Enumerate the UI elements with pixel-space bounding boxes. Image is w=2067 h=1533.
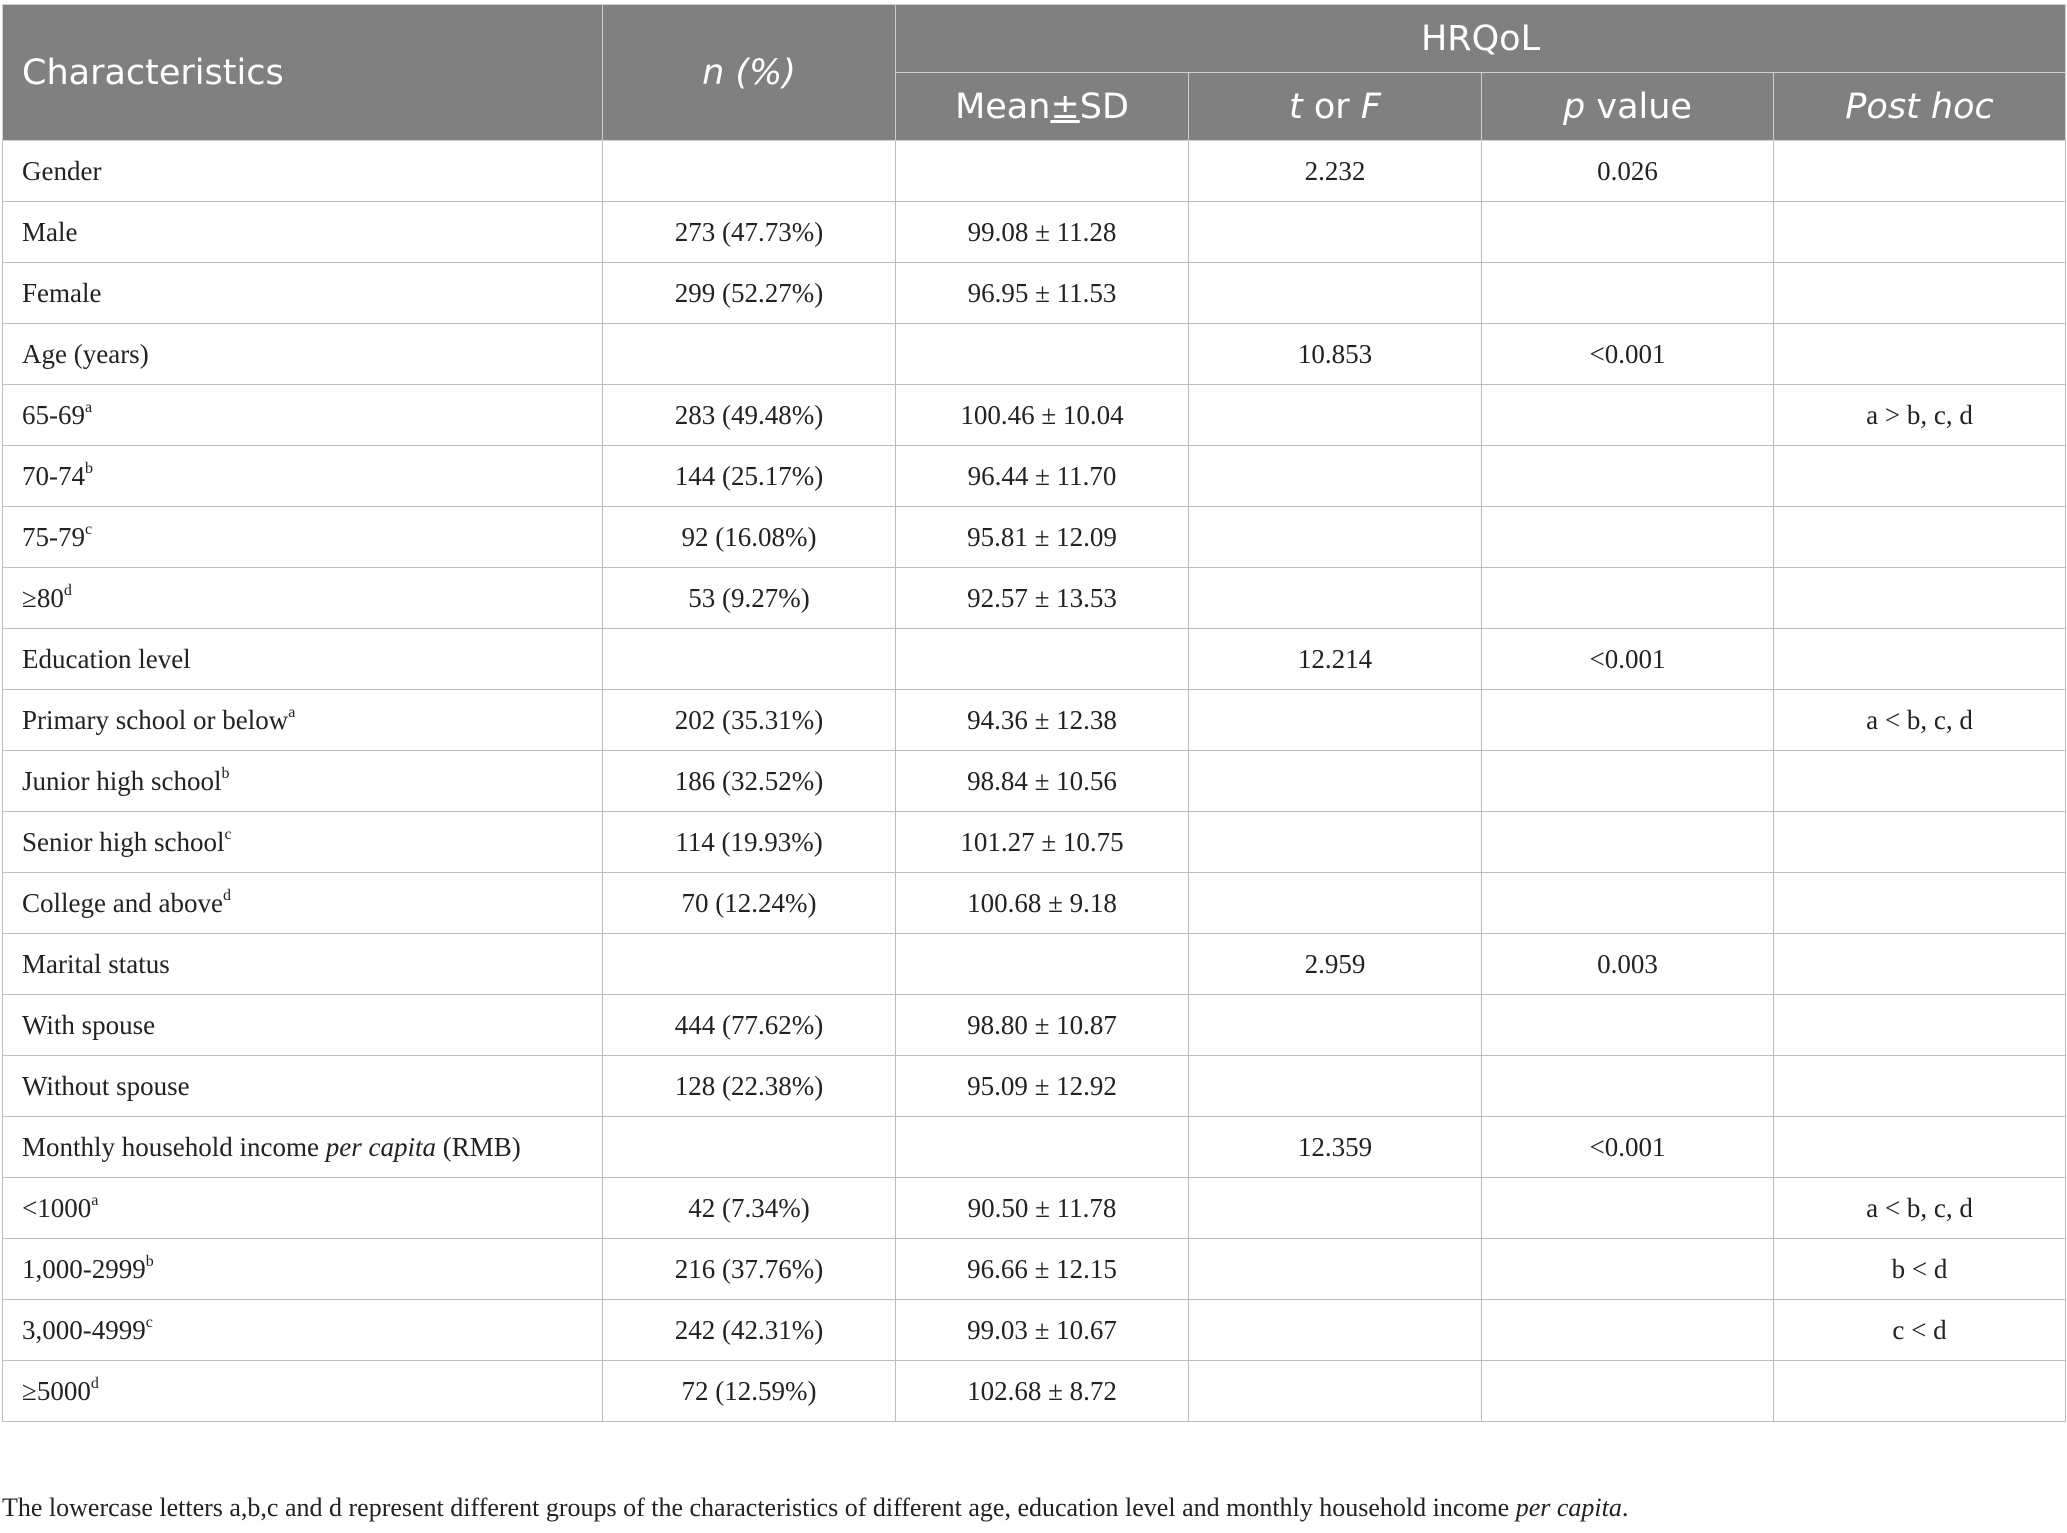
row-label	[3, 141, 603, 202]
group-superscript: a	[85, 398, 93, 416]
row-label-text: 75-79	[22, 521, 85, 552]
row-label	[3, 568, 603, 629]
mean-sd-cell: 102.68 ± 8.72	[896, 1361, 1189, 1422]
p-value-cell: <0.001	[1482, 629, 1774, 690]
n-percent-cell: 53 (9.27%)	[603, 568, 896, 629]
t-or-f-cell	[1189, 263, 1482, 324]
footnote-italic: per capita	[1515, 1493, 1622, 1522]
row-label	[3, 1056, 603, 1117]
mean-sd-cell: 96.66 ± 12.15	[896, 1239, 1189, 1300]
t-or-f-cell	[1189, 995, 1482, 1056]
post-hoc-cell	[1774, 446, 2066, 507]
mean-sd-cell: 98.84 ± 10.56	[896, 751, 1189, 812]
n-percent-cell	[603, 1117, 896, 1178]
table-footnote	[2, 1493, 1628, 1523]
n-percent-cell: 283 (49.48%)	[603, 385, 896, 446]
table-row	[3, 385, 2066, 446]
post-hoc-cell	[1774, 1361, 2066, 1422]
post-hoc-cell	[1774, 1056, 2066, 1117]
table-row	[3, 202, 2066, 263]
p-value-cell	[1482, 263, 1774, 324]
t-or-f-cell	[1189, 1300, 1482, 1361]
t-or-f-cell	[1189, 202, 1482, 263]
p-value-cell	[1482, 446, 1774, 507]
group-superscript: a	[91, 1191, 99, 1209]
header-characteristics: Characteristics	[3, 5, 603, 141]
group-superscript: b	[85, 459, 93, 477]
row-label	[3, 1361, 603, 1422]
post-hoc-cell	[1774, 1117, 2066, 1178]
group-superscript: c	[85, 520, 93, 538]
mean-sd-cell: 100.46 ± 10.04	[896, 385, 1189, 446]
row-label-text: Gender	[22, 155, 102, 186]
t-or-f-cell	[1189, 1361, 1482, 1422]
characteristics-table	[2, 4, 2066, 1422]
n-percent-cell: 92 (16.08%)	[603, 507, 896, 568]
row-label	[3, 873, 603, 934]
mean-sd-cell: 95.09 ± 12.92	[896, 1056, 1189, 1117]
post-hoc-cell	[1774, 568, 2066, 629]
post-hoc-cell: a > b, c, d	[1774, 385, 2066, 446]
row-label	[3, 1300, 603, 1361]
footnote-text: The lowercase letters a,b,c and d represent different groups of the characteristics of different age, education level and monthly household income	[2, 1493, 1516, 1522]
row-label	[3, 1178, 603, 1239]
post-hoc-cell	[1774, 202, 2066, 263]
group-superscript: d	[90, 1374, 99, 1392]
p-value-cell: 0.003	[1482, 934, 1774, 995]
table-row	[3, 751, 2066, 812]
p-value-cell	[1482, 751, 1774, 812]
row-label-text: Education level	[22, 643, 191, 674]
header-or: or	[1302, 86, 1361, 127]
table-row	[3, 1361, 2066, 1422]
row-label	[3, 629, 603, 690]
group-superscript: b	[145, 1252, 154, 1270]
table-row	[3, 1239, 2066, 1300]
row-label-tail: (RMB)	[435, 1131, 521, 1162]
row-label-text: Monthly household income	[22, 1131, 326, 1162]
mean-sd-cell	[896, 629, 1189, 690]
row-label-text: Without spouse	[22, 1070, 190, 1101]
mean-sd-cell: 92.57 ± 13.53	[896, 568, 1189, 629]
p-value-cell	[1482, 1361, 1774, 1422]
t-or-f-cell: 2.959	[1189, 934, 1482, 995]
p-value-cell	[1482, 568, 1774, 629]
table-row	[3, 1117, 2066, 1178]
p-value-cell	[1482, 507, 1774, 568]
t-or-f-cell	[1189, 446, 1482, 507]
group-superscript: a	[288, 703, 296, 721]
t-or-f-cell	[1189, 568, 1482, 629]
post-hoc-cell	[1774, 263, 2066, 324]
mean-sd-cell: 101.27 ± 10.75	[896, 812, 1189, 873]
row-label-text: <1000	[22, 1192, 92, 1223]
post-hoc-cell	[1774, 934, 2066, 995]
row-label-text: 1,000-2999	[22, 1253, 146, 1284]
table-row	[3, 1056, 2066, 1117]
group-superscript: b	[221, 764, 230, 782]
post-hoc-cell	[1774, 873, 2066, 934]
group-superscript: d	[222, 886, 231, 904]
mean-sd-cell	[896, 141, 1189, 202]
row-label-italic: per capita	[325, 1131, 436, 1162]
post-hoc-cell	[1774, 751, 2066, 812]
row-label	[3, 751, 603, 812]
n-percent-cell: 72 (12.59%)	[603, 1361, 896, 1422]
mean-sd-cell	[896, 1117, 1189, 1178]
row-label-text: Female	[22, 277, 102, 308]
mean-sd-cell: 94.36 ± 12.38	[896, 690, 1189, 751]
p-value-cell	[1482, 1239, 1774, 1300]
p-value-cell	[1482, 690, 1774, 751]
header-p-value	[1482, 73, 1774, 141]
row-label-text: ≥80	[22, 582, 64, 613]
row-label	[3, 263, 603, 324]
t-or-f-cell	[1189, 1239, 1482, 1300]
table-body	[3, 141, 2066, 1422]
mean-sd-cell: 98.80 ± 10.87	[896, 995, 1189, 1056]
t-or-f-cell: 10.853	[1189, 324, 1482, 385]
row-label	[3, 324, 603, 385]
row-label-text: ≥5000	[22, 1375, 91, 1406]
table-row	[3, 141, 2066, 202]
table-row	[3, 568, 2066, 629]
row-label-text: 65-69	[22, 399, 85, 430]
row-label	[3, 507, 603, 568]
row-label-text: Male	[22, 216, 78, 247]
p-value-cell	[1482, 385, 1774, 446]
header-plus-minus: ±	[1050, 86, 1080, 127]
group-superscript: c	[224, 825, 232, 843]
row-label	[3, 995, 603, 1056]
t-or-f-cell	[1189, 385, 1482, 446]
table-row	[3, 873, 2066, 934]
mean-sd-cell: 96.95 ± 11.53	[896, 263, 1189, 324]
header-mean-sd	[896, 73, 1189, 141]
t-or-f-cell	[1189, 1178, 1482, 1239]
header-t-or-f	[1189, 73, 1482, 141]
row-label	[3, 385, 603, 446]
mean-sd-cell	[896, 934, 1189, 995]
t-or-f-cell	[1189, 812, 1482, 873]
mean-sd-cell	[896, 324, 1189, 385]
p-value-cell	[1482, 995, 1774, 1056]
n-percent-cell: 114 (19.93%)	[603, 812, 896, 873]
n-percent-cell	[603, 934, 896, 995]
row-label	[3, 934, 603, 995]
header-f: F	[1360, 86, 1381, 127]
p-value-cell	[1482, 1300, 1774, 1361]
p-value-cell	[1482, 873, 1774, 934]
table-row	[3, 1300, 2066, 1361]
row-label-text: Junior high school	[22, 765, 222, 796]
header-sd: SD	[1079, 86, 1129, 127]
n-percent-cell: 186 (32.52%)	[603, 751, 896, 812]
table-row	[3, 690, 2066, 751]
table-header	[3, 5, 2066, 141]
row-label	[3, 812, 603, 873]
post-hoc-cell	[1774, 812, 2066, 873]
n-percent-cell	[603, 141, 896, 202]
t-or-f-cell	[1189, 751, 1482, 812]
table-row	[3, 324, 2066, 385]
mean-sd-cell: 96.44 ± 11.70	[896, 446, 1189, 507]
t-or-f-cell	[1189, 690, 1482, 751]
t-or-f-cell: 12.214	[1189, 629, 1482, 690]
p-value-cell	[1482, 202, 1774, 263]
row-label	[3, 690, 603, 751]
table-row	[3, 629, 2066, 690]
post-hoc-cell	[1774, 995, 2066, 1056]
mean-sd-cell: 99.03 ± 10.67	[896, 1300, 1189, 1361]
row-label	[3, 1239, 603, 1300]
t-or-f-cell	[1189, 873, 1482, 934]
n-percent-cell: 242 (42.31%)	[603, 1300, 896, 1361]
header-hrqol: HRQoL	[896, 5, 2066, 73]
group-superscript: c	[145, 1313, 153, 1331]
group-superscript: d	[63, 581, 72, 599]
n-percent-cell	[603, 629, 896, 690]
p-value-cell	[1482, 812, 1774, 873]
p-value-cell: <0.001	[1482, 1117, 1774, 1178]
n-percent-cell: 202 (35.31%)	[603, 690, 896, 751]
header-value: value	[1585, 86, 1692, 127]
mean-sd-cell: 95.81 ± 12.09	[896, 507, 1189, 568]
row-label-text: With spouse	[22, 1009, 156, 1040]
row-label	[3, 446, 603, 507]
table-row	[3, 995, 2066, 1056]
table-row	[3, 507, 2066, 568]
row-label-text: Marital status	[22, 948, 170, 979]
post-hoc-cell: a < b, c, d	[1774, 1178, 2066, 1239]
n-percent-cell: 273 (47.73%)	[603, 202, 896, 263]
t-or-f-cell: 2.232	[1189, 141, 1482, 202]
header-t: t	[1289, 86, 1303, 127]
row-label-text: 70-74	[22, 460, 85, 491]
n-percent-cell: 216 (37.76%)	[603, 1239, 896, 1300]
header-mean: Mean	[955, 86, 1051, 127]
row-label-text: Senior high school	[22, 826, 225, 857]
post-hoc-cell	[1774, 629, 2066, 690]
t-or-f-cell: 12.359	[1189, 1117, 1482, 1178]
row-label	[3, 1117, 603, 1178]
mean-sd-cell: 90.50 ± 11.78	[896, 1178, 1189, 1239]
table-row	[3, 934, 2066, 995]
row-label-text: Age (years)	[22, 338, 149, 369]
p-value-cell	[1482, 1056, 1774, 1117]
table-row	[3, 812, 2066, 873]
t-or-f-cell	[1189, 507, 1482, 568]
header-n-percent: n (%)	[603, 5, 896, 141]
header-post-hoc: Post hoc	[1774, 73, 2066, 141]
mean-sd-cell: 99.08 ± 11.28	[896, 202, 1189, 263]
n-percent-cell: 144 (25.17%)	[603, 446, 896, 507]
row-label-text: Primary school or below	[22, 704, 289, 735]
table-row	[3, 446, 2066, 507]
footnote-end: .	[1621, 1493, 1629, 1522]
n-percent-cell: 444 (77.62%)	[603, 995, 896, 1056]
post-hoc-cell	[1774, 507, 2066, 568]
p-value-cell	[1482, 1178, 1774, 1239]
n-percent-cell: 70 (12.24%)	[603, 873, 896, 934]
header-p: p	[1563, 86, 1586, 127]
post-hoc-cell	[1774, 141, 2066, 202]
row-label	[3, 202, 603, 263]
row-label-text: 3,000-4999	[22, 1314, 146, 1345]
p-value-cell: 0.026	[1482, 141, 1774, 202]
post-hoc-cell: b < d	[1774, 1239, 2066, 1300]
post-hoc-cell: a < b, c, d	[1774, 690, 2066, 751]
row-label-text: College and above	[22, 887, 223, 918]
p-value-cell: <0.001	[1482, 324, 1774, 385]
table-row	[3, 263, 2066, 324]
t-or-f-cell	[1189, 1056, 1482, 1117]
n-percent-cell	[603, 324, 896, 385]
n-percent-cell: 299 (52.27%)	[603, 263, 896, 324]
n-percent-cell: 128 (22.38%)	[603, 1056, 896, 1117]
table-row	[3, 1178, 2066, 1239]
post-hoc-cell: c < d	[1774, 1300, 2066, 1361]
n-percent-cell: 42 (7.34%)	[603, 1178, 896, 1239]
post-hoc-cell	[1774, 324, 2066, 385]
mean-sd-cell: 100.68 ± 9.18	[896, 873, 1189, 934]
